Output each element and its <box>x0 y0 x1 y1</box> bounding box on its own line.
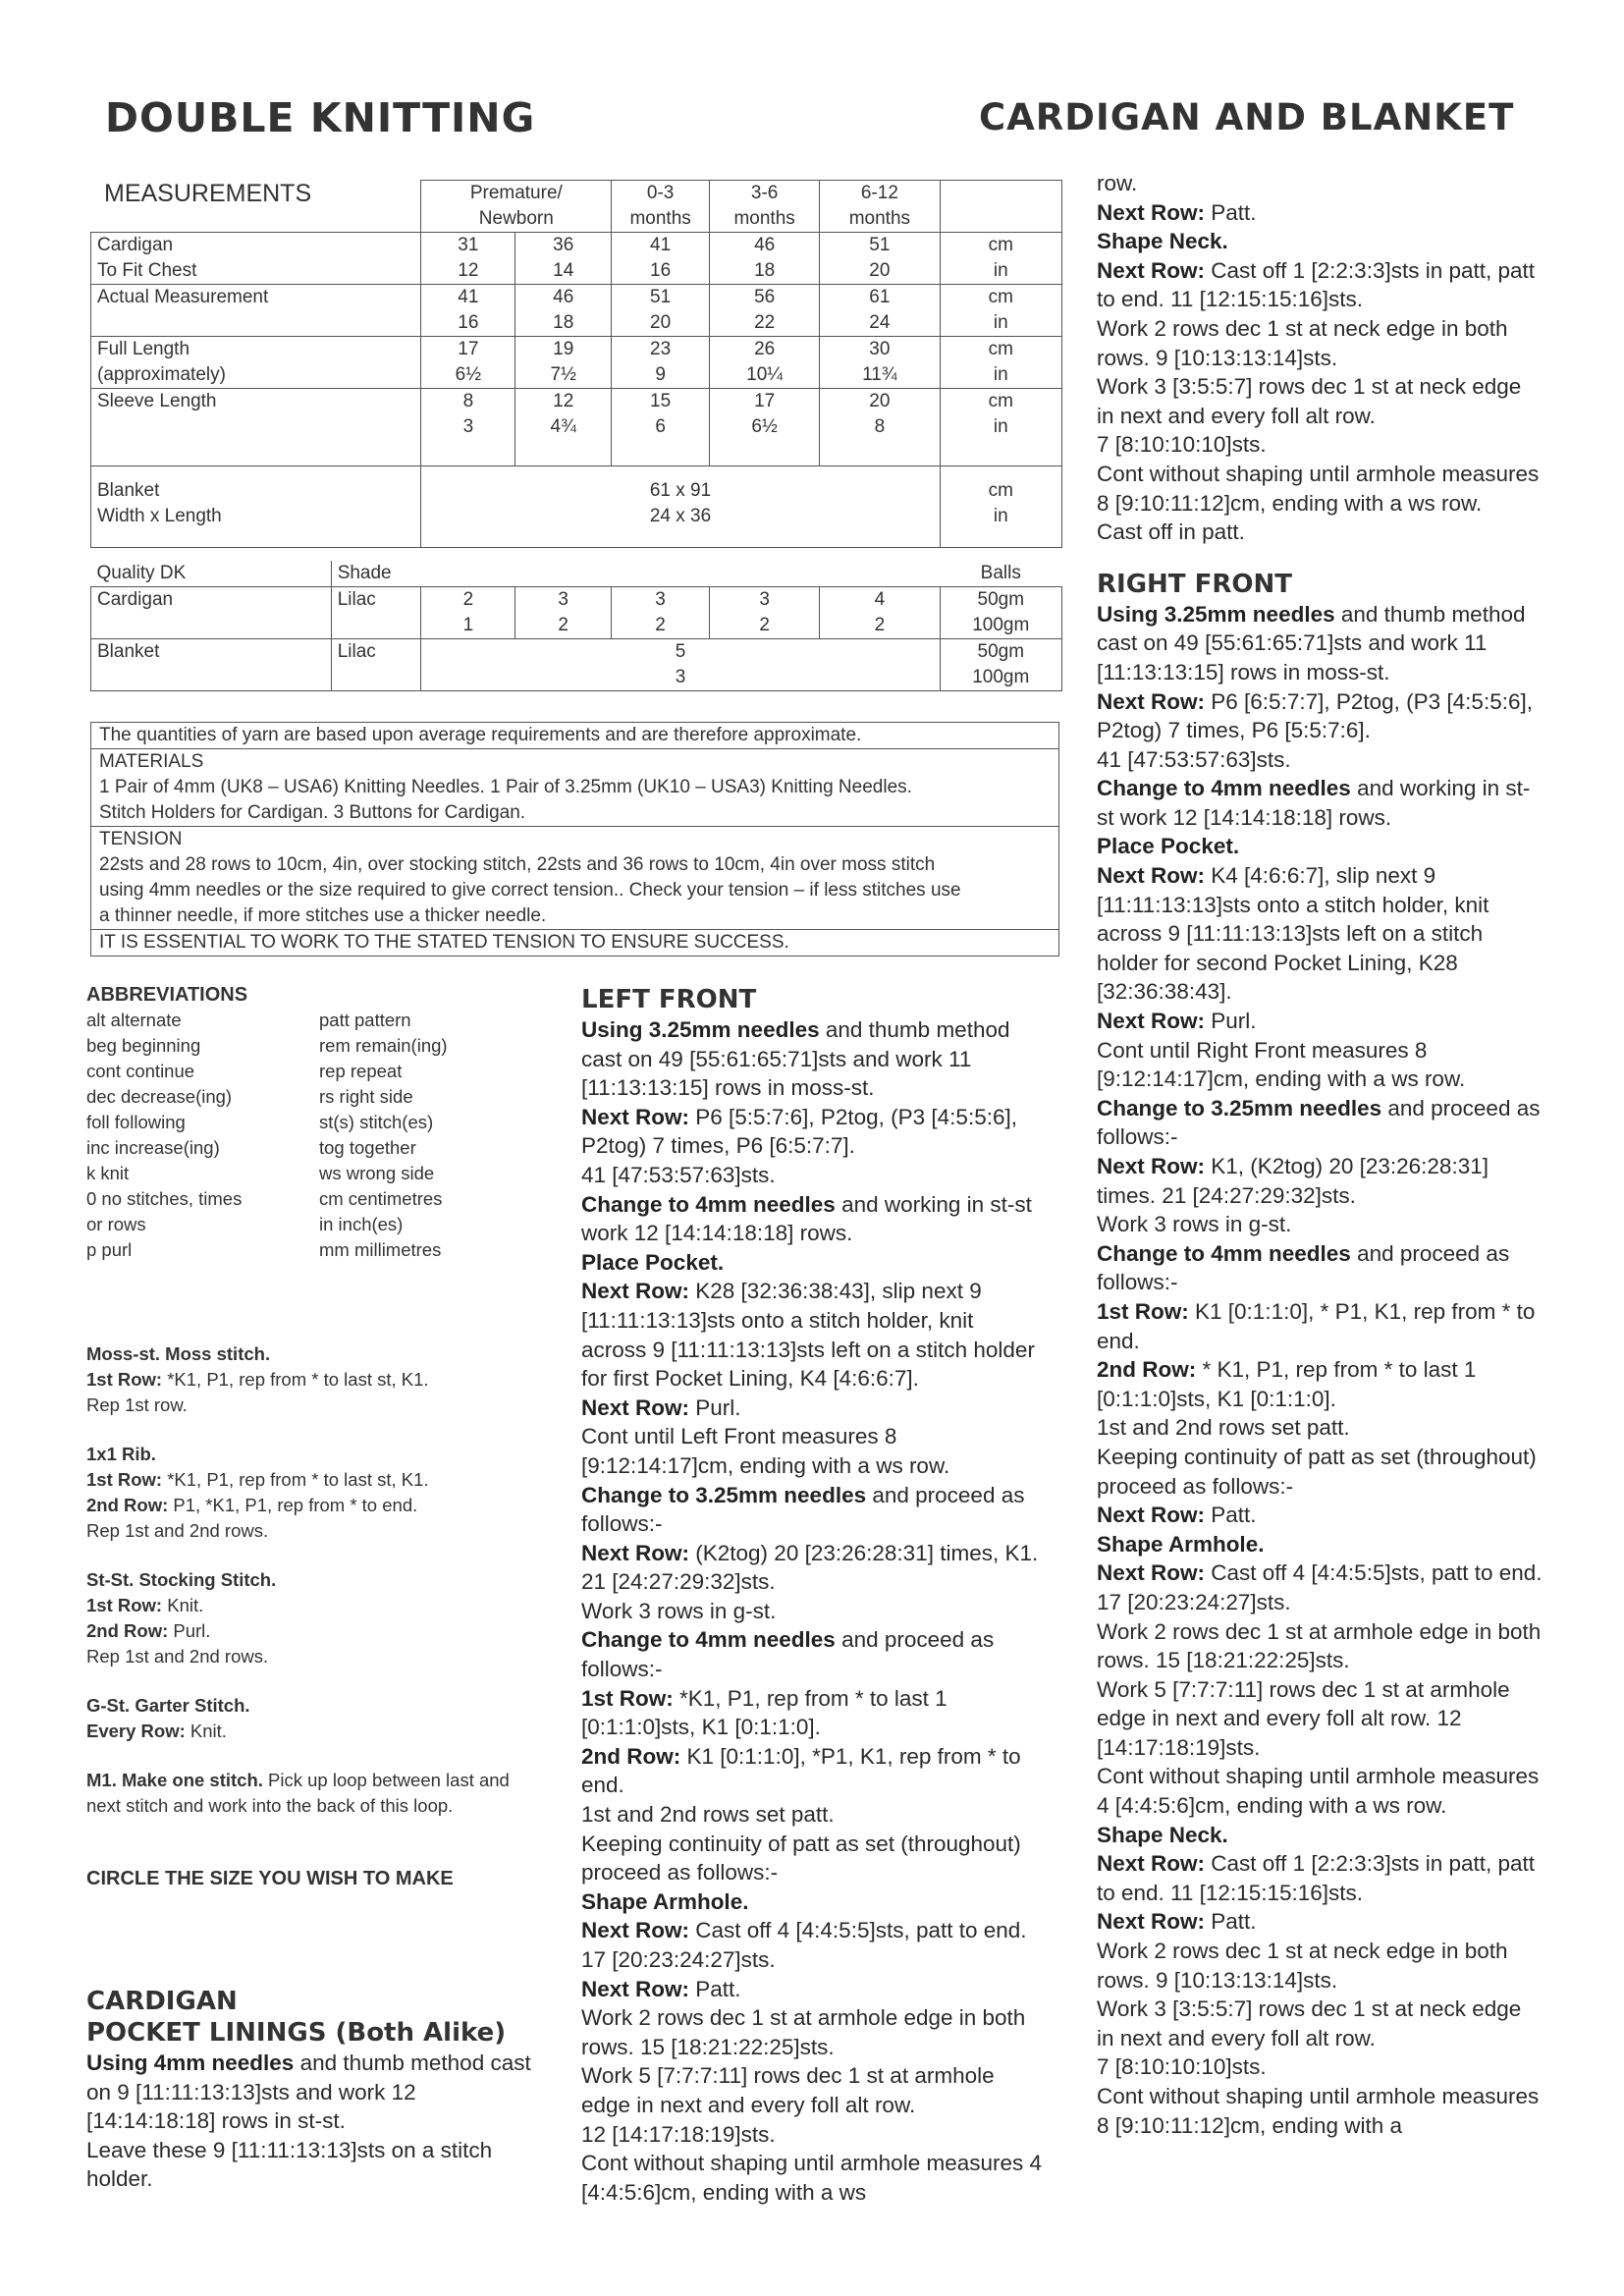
unit-label: in <box>993 364 1008 385</box>
instruction-text: Cast off 1 [2:2:3:3]sts in patt, patt to end. 11 [12:15:15:16]sts. <box>1097 1851 1536 1905</box>
instruction-label: Next Row: <box>1097 1154 1206 1178</box>
cell-value: 17 <box>754 391 776 411</box>
stitch-title: G-St. Garter Stitch. <box>86 1695 250 1716</box>
cell-value: 4¾ <box>550 416 576 437</box>
materials-box <box>90 722 1059 957</box>
abbr-item: foll following <box>86 1112 186 1132</box>
instruction-text: Work 2 rows dec 1 st at armhole edge in both rows. 15 [18:21:22:25]sts. <box>581 2005 1026 2059</box>
instruction-label: Change to 4mm needles <box>1097 1240 1351 1266</box>
instruction-label: Using 4mm needles <box>86 2050 295 2075</box>
row-text: Purl. <box>168 1620 211 1641</box>
cell-value: 14 <box>553 260 574 281</box>
shade-value: Lilac <box>337 641 376 662</box>
cell-value: 30 <box>869 339 891 359</box>
instruction-text: Patt. <box>1205 1909 1257 1935</box>
stitch-definitions <box>86 1341 548 1891</box>
cell-value: 2 <box>759 615 770 635</box>
measurements-title: MEASUREMENTS <box>104 180 312 207</box>
unit-label: cm <box>988 339 1013 359</box>
row-label: (approximately) <box>97 364 226 385</box>
cell-value: 20 <box>869 391 891 411</box>
instruction-text: Cont without shaping until armhole measures 4 [4:4:5:6]cm, ending with a ws <box>581 2151 1043 2205</box>
row-label: Cardigan <box>97 589 174 610</box>
unit-label: cm <box>988 287 1013 307</box>
instruction-text: K4 [4:6:6:7], slip next 9 [11:11:13:13]sts onto a stitch holder, knit across 9 [11:11:13:13]sts left on a stitch holder for second Pocket Lining, K28 [32:36:38:43]. <box>1097 863 1489 1005</box>
cell-value: 41 <box>458 287 479 307</box>
cell-value: 36 <box>553 235 574 255</box>
instruction-label: 1st Row: <box>1097 1298 1189 1324</box>
size-header: months <box>733 208 795 229</box>
instruction-text: 1st and 2nd rows set patt. <box>581 1802 835 1828</box>
cell-value: 19 <box>553 339 574 359</box>
size-header: months <box>848 208 911 229</box>
instruction-text: and proceed as follows:- <box>1097 1240 1510 1295</box>
measurements-table <box>90 180 1062 548</box>
quantities-note: The quantities of yarn are based upon average requirements and are therefore approximate. <box>91 723 1058 749</box>
row-label: Blanket <box>97 480 160 501</box>
row-text: Pick up loop between last and next stitch and work into the back of this loop. <box>86 1770 510 1816</box>
cell-value: 6½ <box>751 416 778 437</box>
instruction-text: * K1, P1, rep from * to last 1 [0:1:1:0]sts, K1 [0:1:1:0]. <box>1097 1357 1477 1411</box>
abbr-item: ws wrong side <box>319 1163 435 1183</box>
table-row <box>91 587 1062 639</box>
instruction-text: row. <box>1097 171 1138 195</box>
cell-value: 7½ <box>550 364 576 385</box>
abbreviations <box>86 982 548 1263</box>
section-title: LEFT FRONT <box>581 985 757 1014</box>
shade-label: Shade <box>337 563 392 583</box>
cell-value: 1 <box>462 615 474 635</box>
cell-value: 6½ <box>455 364 482 385</box>
cell-value: 3 <box>655 589 666 610</box>
instruction-label: Next Row: <box>581 1394 690 1420</box>
instruction-text: Keeping continuity of patt as set (throughout) proceed as follows:- <box>1097 1444 1537 1499</box>
instruction-text: Cast off 4 [4:4:5:5]sts, patt to end. 17 [20:23:24:27]sts. <box>1097 1560 1543 1614</box>
instruction-text: Patt. <box>689 1976 741 2001</box>
abbr-item: tog together <box>319 1137 416 1158</box>
size-header: Premature/ <box>469 183 563 203</box>
cell-value: 12 <box>553 391 574 411</box>
instruction-text: K1 [0:1:1:0], * P1, K1, rep from * to end. <box>1097 1298 1536 1353</box>
balls-label: Balls <box>980 563 1021 583</box>
section-title: POCKET LININGS (Both Alike) <box>86 2018 507 2048</box>
tension-line: a thinner needle, if more stitches use a thicker needle. <box>99 905 547 926</box>
unit-label: cm <box>988 235 1013 255</box>
row-text: Knit. <box>185 1721 227 1741</box>
stitch-title: 1x1 Rib. <box>86 1444 156 1464</box>
instruction-text: Purl. <box>689 1394 741 1420</box>
abbr-item: dec decrease(ing) <box>86 1086 233 1107</box>
instruction-label: Shape Armhole. <box>1097 1531 1265 1557</box>
row-label: Every Row: <box>86 1721 186 1741</box>
stitch-title: St-St. Stocking Stitch. <box>86 1569 277 1590</box>
row-text: *K1, P1, rep from * to last st, K1. <box>162 1369 429 1390</box>
cell-value: 2 <box>558 615 568 635</box>
cell-value: 15 <box>650 391 672 411</box>
cell-value: 26 <box>754 339 776 359</box>
cell-value: 3 <box>675 667 686 687</box>
abbr-item: cm centimetres <box>319 1188 443 1209</box>
size-header: 3-6 <box>750 183 779 203</box>
instruction-text: and working in st-st work 12 [14:14:18:18] rows. <box>1097 776 1531 830</box>
shade-value: Lilac <box>337 589 376 610</box>
instruction-label: Shape Neck. <box>1097 1822 1228 1847</box>
instruction-text: 7 [8:10:10:10]sts. <box>1097 2054 1267 2080</box>
instruction-text: Work 2 rows dec 1 st at neck edge in both rows. 9 [10:13:13:14]sts. <box>1097 315 1508 370</box>
cell-value: 46 <box>754 235 776 255</box>
essential-note: IT IS ESSENTIAL TO WORK TO THE STATED TENSION TO ENSURE SUCCESS. <box>99 932 789 953</box>
instruction-text: Work 2 rows dec 1 st at armhole edge in both rows. 15 [18:21:22:25]sts. <box>1097 1618 1542 1673</box>
abbr-item: k knit <box>86 1163 130 1183</box>
abbr-item: st(s) stitch(es) <box>319 1112 434 1132</box>
size-header-row <box>91 181 1062 233</box>
cell-value: 10¼ <box>746 364 784 385</box>
cell-value: 41 <box>650 235 672 255</box>
unit-label: cm <box>988 391 1013 411</box>
row-text: Knit. <box>162 1595 204 1615</box>
abbr-item: 0 no stitches, times <box>86 1188 243 1209</box>
instruction-label: Next Row: <box>1097 1009 1206 1034</box>
tension-title: TENSION <box>99 829 183 849</box>
instruction-label: Change to 3.25mm needles <box>581 1482 867 1507</box>
instruction-text: and proceed as follows:- <box>581 1627 995 1682</box>
abbr-item: rep repeat <box>319 1061 403 1081</box>
materials-line: 1 Pair of 4mm (UK8 – USA6) Knitting Needles. 1 Pair of 3.25mm (UK10 – USA3) Knitting Needles. <box>99 777 912 797</box>
table-row <box>91 389 1062 466</box>
abbr-item: mm millimetres <box>319 1239 442 1260</box>
cell-value: 11¾ <box>862 364 897 385</box>
cell-value: 56 <box>754 287 776 307</box>
stitch-title: M1. Make one stitch. <box>86 1770 263 1790</box>
abbr-item: inc increase(ing) <box>86 1137 220 1158</box>
page-title: DOUBLE KNITTING <box>105 94 536 141</box>
abbr-item: alt alternate <box>86 1010 182 1030</box>
instruction-text: K28 [32:36:38:43], slip next 9 [11:11:13:13]sts onto a stitch holder, knit across 9 [11:11:13:13]sts left on a stitch holder for first Pocket Lining, K4 [4:6:6:7]. <box>581 1279 1035 1392</box>
row-label: Cardigan <box>97 235 174 255</box>
cell-value: 16 <box>458 312 479 333</box>
size-header: months <box>629 208 691 229</box>
circle-size-note: CIRCLE THE SIZE YOU WISH TO MAKE <box>86 1868 454 1889</box>
instruction-label: Next Row: <box>1097 199 1206 225</box>
instruction-text: Cast off in patt. <box>1097 519 1245 545</box>
instruction-text: Purl. <box>1205 1009 1257 1034</box>
abbr-item: p purl <box>86 1239 133 1260</box>
cell-value: 17 <box>458 339 479 359</box>
cardigan-section <box>86 1986 548 2194</box>
quality-label: Quality DK <box>96 563 187 583</box>
abbr-item: rem remain(ing) <box>319 1035 448 1056</box>
instruction-text: Cont without shaping until armhole measures 8 [9:10:11:12]cm, ending with a ws row. <box>1097 461 1540 516</box>
instruction-label: Next Row: <box>581 1540 690 1565</box>
cell-value: 24 <box>869 312 891 333</box>
cell-value: 20 <box>650 312 672 333</box>
cell-value: 18 <box>553 312 574 333</box>
cell-value: 4 <box>874 589 886 610</box>
abbr-item: in inch(es) <box>319 1214 404 1234</box>
cell-value: 31 <box>458 235 479 255</box>
instruction-text: and thumb method cast on 9 [11:11:13:13]sts and work 12 [14:14:18:18] rows in st-st. <box>86 2050 531 2134</box>
instruction-text: Work 5 [7:7:7:11] rows dec 1 st at armhole edge in next and every foll alt row. <box>581 2063 995 2117</box>
unit-label: 50gm <box>977 589 1025 610</box>
row-label: To Fit Chest <box>97 260 197 281</box>
instruction-text: Cont until Right Front measures 8 [9:12:14:17]cm, ending with a ws row. <box>1097 1037 1466 1092</box>
unit-label: in <box>993 260 1008 281</box>
row-label: 1st Row: <box>86 1595 163 1615</box>
tension-line: using 4mm needles or the size required to give correct tension.. Check your tension – if less stitches use <box>99 880 961 901</box>
section-title: RIGHT FRONT <box>1097 569 1292 599</box>
table-row <box>91 285 1062 337</box>
instruction-text: Work 3 [3:5:5:7] rows dec 1 st at neck edge in next and every foll alt row. <box>1097 374 1522 428</box>
unit-label: cm <box>988 480 1013 501</box>
instruction-text: 1st and 2nd rows set patt. <box>1097 1415 1350 1441</box>
instruction-text: P6 [6:5:7:7], P2tog, (P3 [4:5:5:6], P2tog) 7 times, P6 [5:5:7:6]. <box>1097 688 1533 743</box>
cell-value: 16 <box>650 260 672 281</box>
cell-value: 2 <box>655 615 666 635</box>
cell-value: 18 <box>754 260 776 281</box>
table-row <box>91 233 1062 285</box>
row-label: Actual Measurement <box>97 287 269 307</box>
instruction-text: 41 [47:53:57:63]sts. <box>581 1162 776 1187</box>
instruction-text: K1 [0:1:1:0], *P1, K1, rep from * to end. <box>581 1743 1021 1798</box>
instruction-label: Place Pocket. <box>581 1249 725 1275</box>
cell-value: 20 <box>869 260 891 281</box>
tension-line: 22sts and 28 rows to 10cm, 4in, over stocking stitch, 22sts and 36 rows to 10cm, 4in over moss stitch <box>99 854 936 875</box>
right-column <box>1097 169 1543 2140</box>
yarn-table <box>90 561 1062 691</box>
instruction-text: and working in st-st work 12 [14:14:18:18] rows. <box>581 1191 1032 1246</box>
instruction-label: Next Row: <box>1097 863 1206 889</box>
instruction-label: Next Row: <box>1097 1503 1206 1528</box>
stitch-title: Moss-st. Moss stitch. <box>86 1343 271 1364</box>
instruction-label: Next Row: <box>581 1279 690 1304</box>
instruction-label: Next Row: <box>1097 1851 1206 1877</box>
left-front-section <box>581 984 1043 2207</box>
unit-label: 50gm <box>977 641 1025 662</box>
instruction-text: and thumb method cast on 49 [55:61:65:71]sts and work 11 [11:13:13:15] rows in moss-st. <box>581 1017 1010 1101</box>
instruction-label: 2nd Row: <box>581 1743 681 1769</box>
instruction-label: Shape Armhole. <box>581 1888 749 1914</box>
instruction-label: Change to 4mm needles <box>581 1627 836 1653</box>
instruction-text: Keeping continuity of patt as set (throughout) proceed as follows:- <box>581 1831 1021 1886</box>
row-label: Width x Length <box>97 506 222 526</box>
row-label: Sleeve Length <box>97 391 217 411</box>
cell-value: 46 <box>553 287 574 307</box>
instruction-text: Cast off 1 [2:2:3:3]sts in patt, patt to end. 11 [12:15:15:16]sts. <box>1097 257 1536 312</box>
cell-value: 5 <box>675 641 686 662</box>
instruction-text: *K1, P1, rep from * to last 1 [0:1:1:0]sts, K1 [0:1:1:0]. <box>581 1685 947 1740</box>
abbreviations-title: ABBREVIATIONS <box>86 984 248 1006</box>
instruction-label: Next Row: <box>1097 1909 1206 1935</box>
instruction-label: 1st Row: <box>581 1685 674 1711</box>
instruction-label: Next Row: <box>581 1976 690 2001</box>
instruction-label: Change to 4mm needles <box>1097 776 1351 801</box>
row-text: Rep 1st and 2nd rows. <box>86 1520 269 1541</box>
instruction-label: Change to 3.25mm needles <box>1097 1095 1382 1121</box>
instruction-text: Cont without shaping until armhole measures 4 [4:4:5:6]cm, ending with a ws row. <box>1097 1764 1540 1819</box>
instruction-text: Cont until Left Front measures 8 [9:12:14:17]cm, ending with a ws row. <box>581 1424 950 1478</box>
instruction-label: 2nd Row: <box>1097 1357 1197 1383</box>
row-label: 2nd Row: <box>86 1620 169 1641</box>
cell-value: 61 <box>869 287 891 307</box>
instruction-text: Cast off 4 [4:4:5:5]sts, patt to end. 17 [20:23:24:27]sts. <box>581 1918 1027 1972</box>
cell-value: 23 <box>650 339 672 359</box>
instruction-label: Shape Neck. <box>1097 229 1228 254</box>
abbr-item: rs right side <box>319 1086 413 1107</box>
unit-label: 100gm <box>972 667 1030 687</box>
abbr-item: patt pattern <box>319 1010 411 1030</box>
instruction-text: and proceed as follows:- <box>1097 1095 1541 1150</box>
row-label: 2nd Row: <box>86 1495 169 1515</box>
instruction-label: Next Row: <box>1097 688 1206 714</box>
size-header: 0-3 <box>646 183 675 203</box>
abbr-item: cont continue <box>86 1061 195 1081</box>
instruction-text: (K2tog) 20 [23:26:28:31] times, K1. 21 [24:27:29:32]sts. <box>581 1540 1039 1595</box>
instruction-text: Work 3 [3:5:5:7] rows dec 1 st at neck edge in next and every foll alt row. <box>1097 1996 1522 2050</box>
instruction-text: Leave these 9 [11:11:13:13]sts on a stitch holder. <box>86 2137 493 2192</box>
cell-value: 2 <box>462 589 474 610</box>
instruction-text: P6 [5:5:7:6], P2tog, (P3 [4:5:5:6], P2tog) 7 times, P6 [6:5:7:7]. <box>581 1104 1017 1159</box>
instruction-text: 7 [8:10:10:10]sts. <box>1097 432 1267 458</box>
instruction-text: K1, (K2tog) 20 [23:26:28:31] times. 21 [24:27:29:32]sts. <box>1097 1154 1489 1208</box>
cell-value: 24 x 36 <box>649 506 712 526</box>
cell-value: 9 <box>655 364 666 385</box>
instruction-label: Place Pocket. <box>1097 834 1240 859</box>
instruction-text: Patt. <box>1205 1503 1257 1528</box>
cell-value: 3 <box>462 416 474 437</box>
table-row <box>91 466 1062 548</box>
row-label: 1st Row: <box>86 1369 163 1390</box>
instruction-label: Next Row: <box>581 1104 690 1129</box>
materials-section <box>91 749 1058 827</box>
instruction-text: and proceed as follows:- <box>581 1482 1025 1537</box>
section-title: CARDIGAN <box>86 1987 238 2016</box>
cell-value: 51 <box>650 287 672 307</box>
row-text: Rep 1st and 2nd rows. <box>86 1646 269 1667</box>
unit-label: in <box>993 506 1008 526</box>
instruction-text: 12 [14:17:18:19]sts. <box>581 2121 776 2147</box>
size-header: Newborn <box>478 208 554 229</box>
instruction-text: Patt. <box>1205 199 1257 225</box>
instruction-label: Next Row: <box>1097 1560 1206 1586</box>
instruction-label: Using 3.25mm needles <box>1097 601 1335 627</box>
table-row <box>91 639 1062 691</box>
row-label: Blanket <box>97 641 160 662</box>
cell-value: 3 <box>558 589 568 610</box>
materials-line: Stitch Holders for Cardigan. 3 Buttons for Cardigan. <box>99 802 526 823</box>
unit-label: 100gm <box>972 615 1030 635</box>
instruction-text: Cont without shaping until armhole measures 8 [9:10:11:12]cm, ending with a <box>1097 2084 1540 2138</box>
row-text: Rep 1st row. <box>86 1394 188 1415</box>
row-label: 1st Row: <box>86 1469 163 1490</box>
cell-value: 12 <box>458 260 479 281</box>
instruction-text: Work 2 rows dec 1 st at neck edge in both rows. 9 [10:13:13:14]sts. <box>1097 1939 1508 1993</box>
unit-label: in <box>993 416 1008 437</box>
cell-value: 3 <box>759 589 770 610</box>
cell-value: 2 <box>874 615 886 635</box>
row-text: *K1, P1, rep from * to last st, K1. <box>162 1469 429 1490</box>
cell-value: 51 <box>869 235 891 255</box>
abbr-item: or rows <box>86 1214 146 1234</box>
cell-value: 8 <box>874 416 886 437</box>
cell-value: 22 <box>754 312 776 333</box>
instruction-text: Work 3 rows in g-st. <box>581 1598 777 1623</box>
tension-section <box>91 827 1058 930</box>
instruction-label: Next Row: <box>1097 257 1206 283</box>
instruction-label: Using 3.25mm needles <box>581 1017 820 1042</box>
instruction-text: Work 3 rows in g-st. <box>1097 1212 1292 1237</box>
table-row <box>91 337 1062 389</box>
row-text: P1, *K1, P1, rep from * to end. <box>168 1495 418 1515</box>
page-subtitle: CARDIGAN AND BLANKET <box>979 96 1515 138</box>
materials-title: MATERIALS <box>99 751 204 772</box>
yarn-header-row <box>91 561 1062 587</box>
instruction-text: and thumb method cast on 49 [55:61:65:71]sts and work 11 [11:13:13:15] rows in moss-st. <box>1097 601 1526 684</box>
row-label: Full Length <box>97 339 190 359</box>
unit-label: in <box>993 312 1008 333</box>
abbr-item: beg beginning <box>86 1035 201 1056</box>
instruction-text: 41 [47:53:57:63]sts. <box>1097 746 1291 772</box>
cell-value: 8 <box>462 391 474 411</box>
instruction-text: Work 5 [7:7:7:11] rows dec 1 st at armhole edge in next and every foll alt row. 12 [14:17:18:19]sts. <box>1097 1676 1510 1760</box>
size-header: 6-12 <box>860 183 898 203</box>
cell-value: 61 x 91 <box>649 480 712 501</box>
instruction-label: Next Row: <box>581 1918 690 1943</box>
instruction-label: Change to 4mm needles <box>581 1191 836 1217</box>
cell-value: 6 <box>655 416 666 437</box>
